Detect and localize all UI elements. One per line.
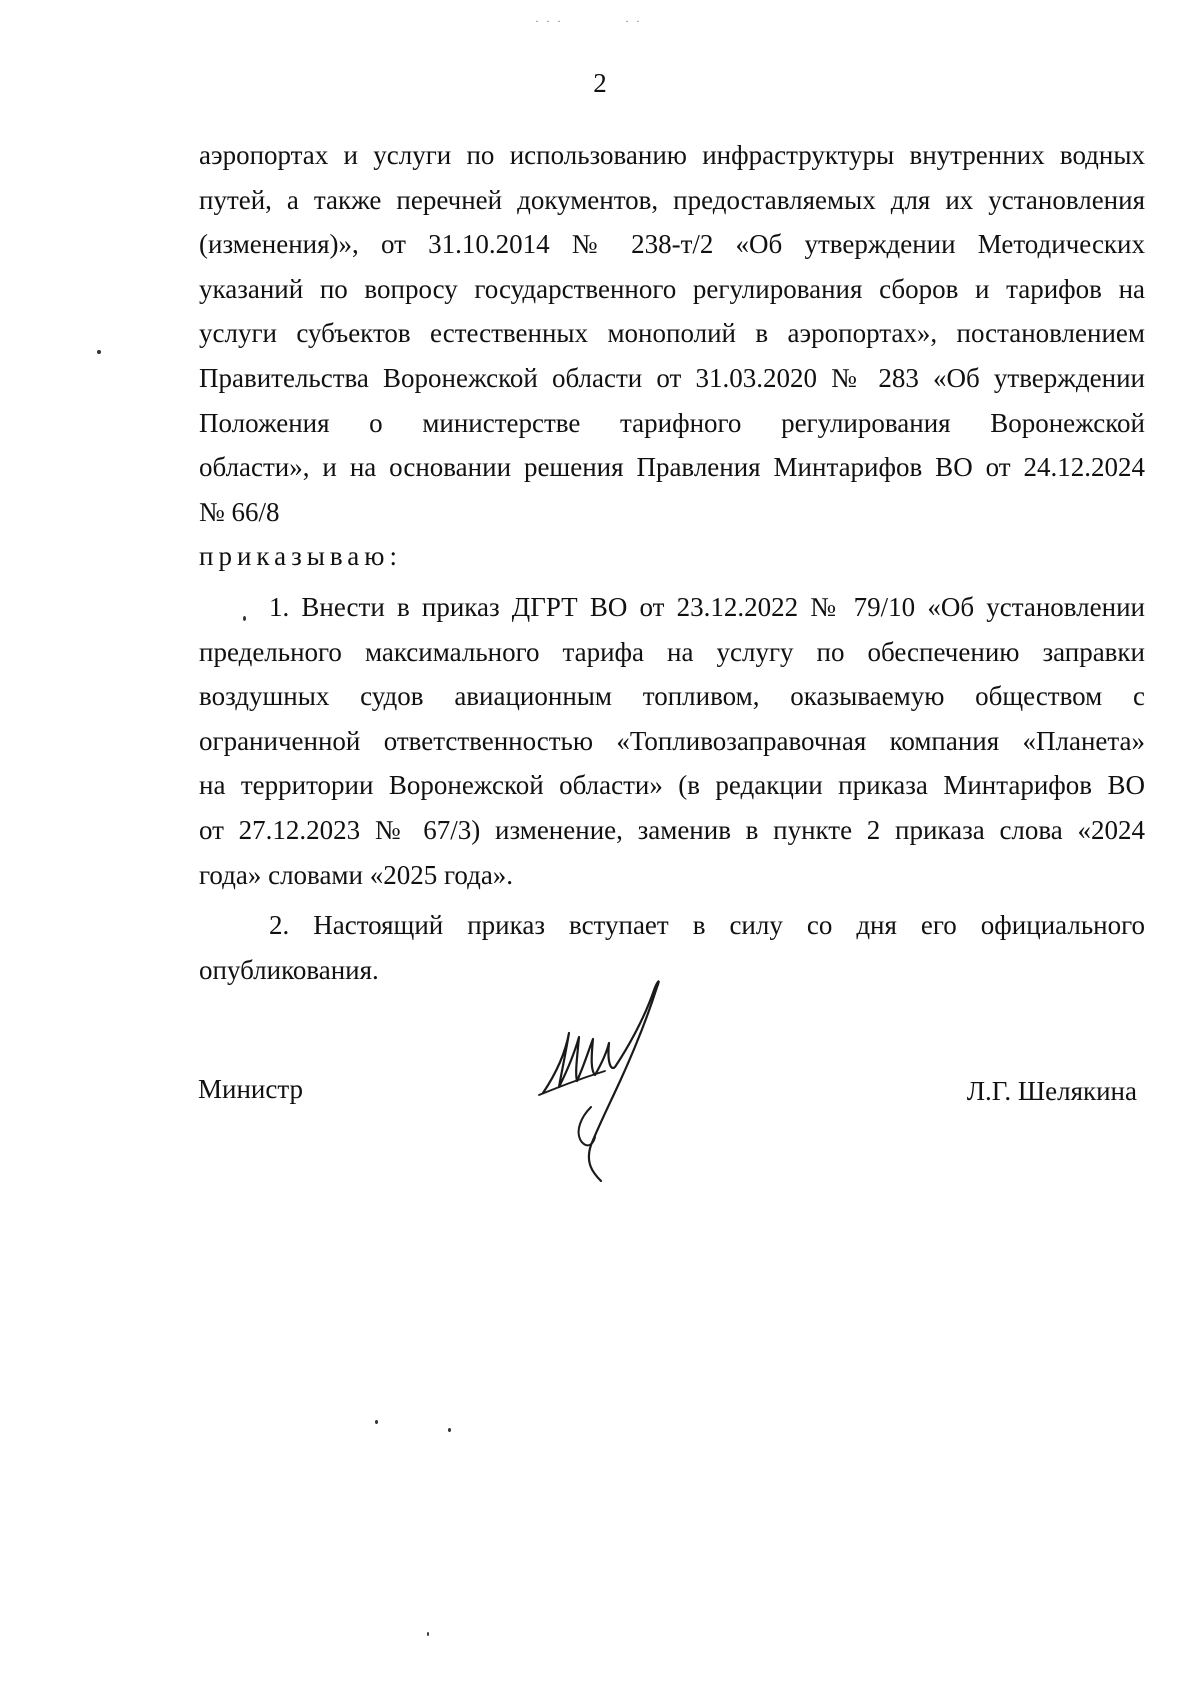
handwritten-signature xyxy=(535,975,685,1185)
page-number: 2 xyxy=(593,68,607,98)
signer-name: Л.Г. Шелякина xyxy=(966,1076,1137,1106)
signer-position: Министр xyxy=(198,1074,303,1104)
paragraph-legal-basis xyxy=(199,133,1145,534)
text-line: аэропортах и услуги по использованию инфраструктуры внутренних водных xyxy=(199,140,1145,170)
text-line: услуги субъектов естественных монополий в аэропортах», постановлением xyxy=(199,318,1145,349)
scan-artifact: · · xyxy=(625,14,642,28)
scan-speck xyxy=(97,350,101,354)
text-line: 1. Внести в приказ ДГРТ ВО от 23.12.2022 № 79/10 «Об установлении xyxy=(269,591,1145,622)
text-line: области», и на основании решения Правления Минтарифов ВО от 24.12.2024 xyxy=(199,452,1145,483)
text-line: указаний по вопросу государственного регулирования сборов и тарифов на xyxy=(199,273,1145,304)
text-line: на территории Воронежской области» (в редакции приказа Минтарифов ВО xyxy=(199,770,1145,801)
text-line: ограниченной ответственностью «Топливозаправочная компания «Планета» xyxy=(199,725,1145,756)
text-line: опубликования. xyxy=(199,954,379,985)
text-line: предельного максимального тарифа на услугу по обеспечению заправки xyxy=(199,636,1145,667)
scan-artifact: · · · xyxy=(535,14,563,28)
text-line: путей, а также перечней документов, предоставляемых для их установления xyxy=(199,184,1145,215)
scan-speck xyxy=(243,616,246,621)
text-line: от 27.12.2023 № 67/3) изменение, заменив в пункте 2 приказа слова «2024 xyxy=(199,814,1145,845)
order-word: приказываю: xyxy=(199,541,402,572)
document-body xyxy=(199,133,1145,992)
text-line: Положения о министерстве тарифного регулирования Воронежской xyxy=(199,407,1145,438)
text-line: воздушных судов авиационным топливом, оказываемую обществом с xyxy=(199,681,1145,712)
text-line: № 66/8 xyxy=(199,496,280,527)
paragraph-item-1 xyxy=(199,585,1145,897)
text-line: года» словами «2025 года». xyxy=(199,859,514,890)
text-line: 2. Настоящий приказ вступает в силу со дня его официального xyxy=(269,910,1145,941)
scan-speck xyxy=(448,1428,451,1432)
scan-speck xyxy=(427,1632,429,1636)
text-line: (изменения)», от 31.10.2014 № 238-т/2 «Об утверждении Методических xyxy=(199,229,1145,260)
scan-speck xyxy=(375,1420,378,1424)
text-line: Правительства Воронежской области от 31.03.2020 № 283 «Об утверждении xyxy=(199,362,1145,393)
